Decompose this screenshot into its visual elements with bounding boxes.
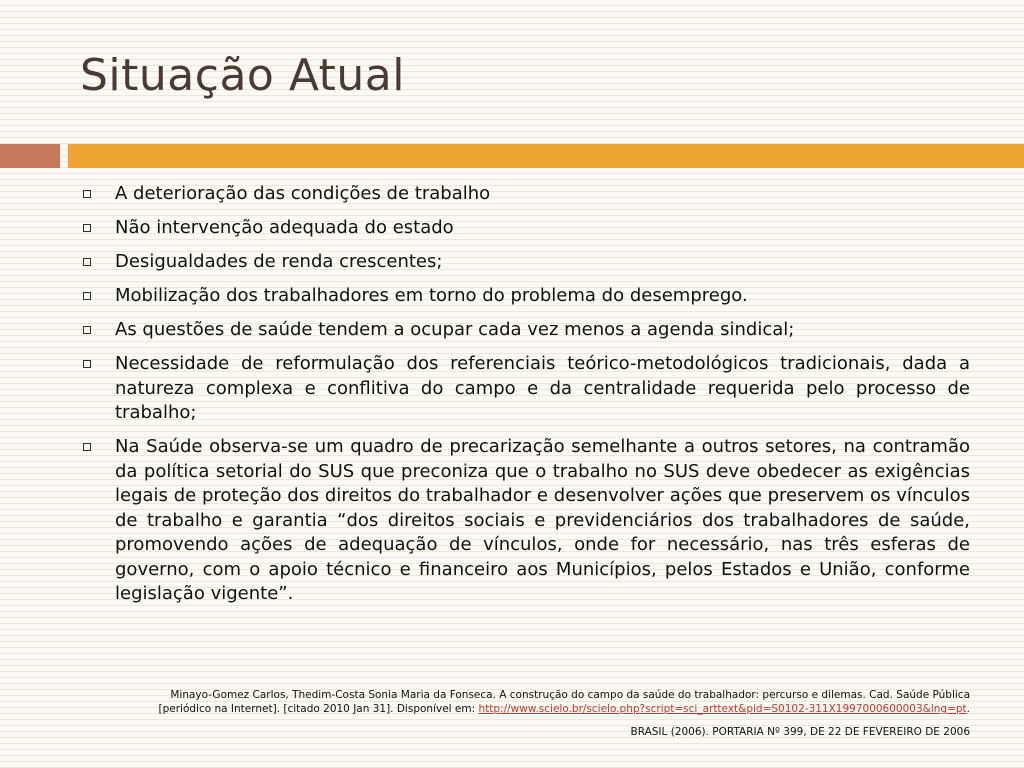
bullet-text: Necessidade de reformulação dos referenciais teórico-metodológicos tradicionais, dada a natureza complexa e conflitiva do campo e da centralidade requerida pelo processo de trabalho;: [115, 353, 970, 423]
reference-end: .: [966, 703, 970, 715]
list-item: [80, 250, 970, 275]
list-item: [80, 352, 970, 426]
bullet-text: Não intervenção adequada do estado: [115, 217, 454, 238]
square-bullet-icon: [83, 258, 91, 266]
accent-bar-right: [68, 144, 1024, 168]
list-item: [80, 435, 970, 607]
bullet-text: A deterioração das condições de trabalho: [115, 183, 491, 204]
scielo-link[interactable]: http://www.scielo.br/scielo.php?script=sci_arttext&pid=S0102-311X1997000600003&lng=pt: [478, 703, 967, 715]
square-bullet-icon: [83, 292, 91, 300]
square-bullet-icon: [83, 224, 91, 232]
bullet-text: Na Saúde observa-se um quadro de precarização semelhante a outros setores, na contramão da política setorial do SUS que preconiza que o trabalho no SUS deve obedecer as exigências legais de proteção dos direitos do trabalhador e desenvolver ações que preservem os vínculos de trabalho e garantia “dos direitos sociais e previdenciários dos trabalhadores de saúde, promovendo ações de adequação de vínculos, onde for necessário, nas três esferas de governo, com o apoio técnico e financeiro aos Municípios, pelos Estados e União, conforme legislação vigente”.: [115, 436, 970, 604]
list-item: [80, 318, 970, 343]
list-item: [80, 182, 970, 207]
slide-title: Situação Atual: [80, 50, 405, 101]
accent-bar-left: [0, 144, 60, 168]
list-item: [80, 216, 970, 241]
square-bullet-icon: [83, 443, 91, 451]
reference-text: Minayo-Gomez Carlos, Thedim-Costa Sonia Maria da Fonseca. A construção do campo da saúde do trabalhador: percurso e dilemas. Cad. Saúde Pública [periódico na Internet]. [citado 2010 Jan 31]. Disponível em:: [158, 689, 970, 715]
bullet-text: Desigualdades de renda crescentes;: [115, 251, 443, 272]
bullet-list: [80, 182, 970, 616]
square-bullet-icon: [83, 360, 91, 368]
square-bullet-icon: [83, 326, 91, 334]
bullet-text: Mobilização dos trabalhadores em torno do problema do desemprego.: [115, 285, 748, 306]
reference-minayo: [130, 688, 970, 716]
references: [130, 688, 970, 739]
reference-brasil: BRASIL (2006). PORTARIA Nº 399, DE 22 DE FEVEREIRO DE 2006: [630, 726, 970, 738]
list-item: [80, 284, 970, 309]
square-bullet-icon: [83, 190, 91, 198]
bullet-text: As questões de saúde tendem a ocupar cada vez menos a agenda sindical;: [115, 319, 795, 340]
